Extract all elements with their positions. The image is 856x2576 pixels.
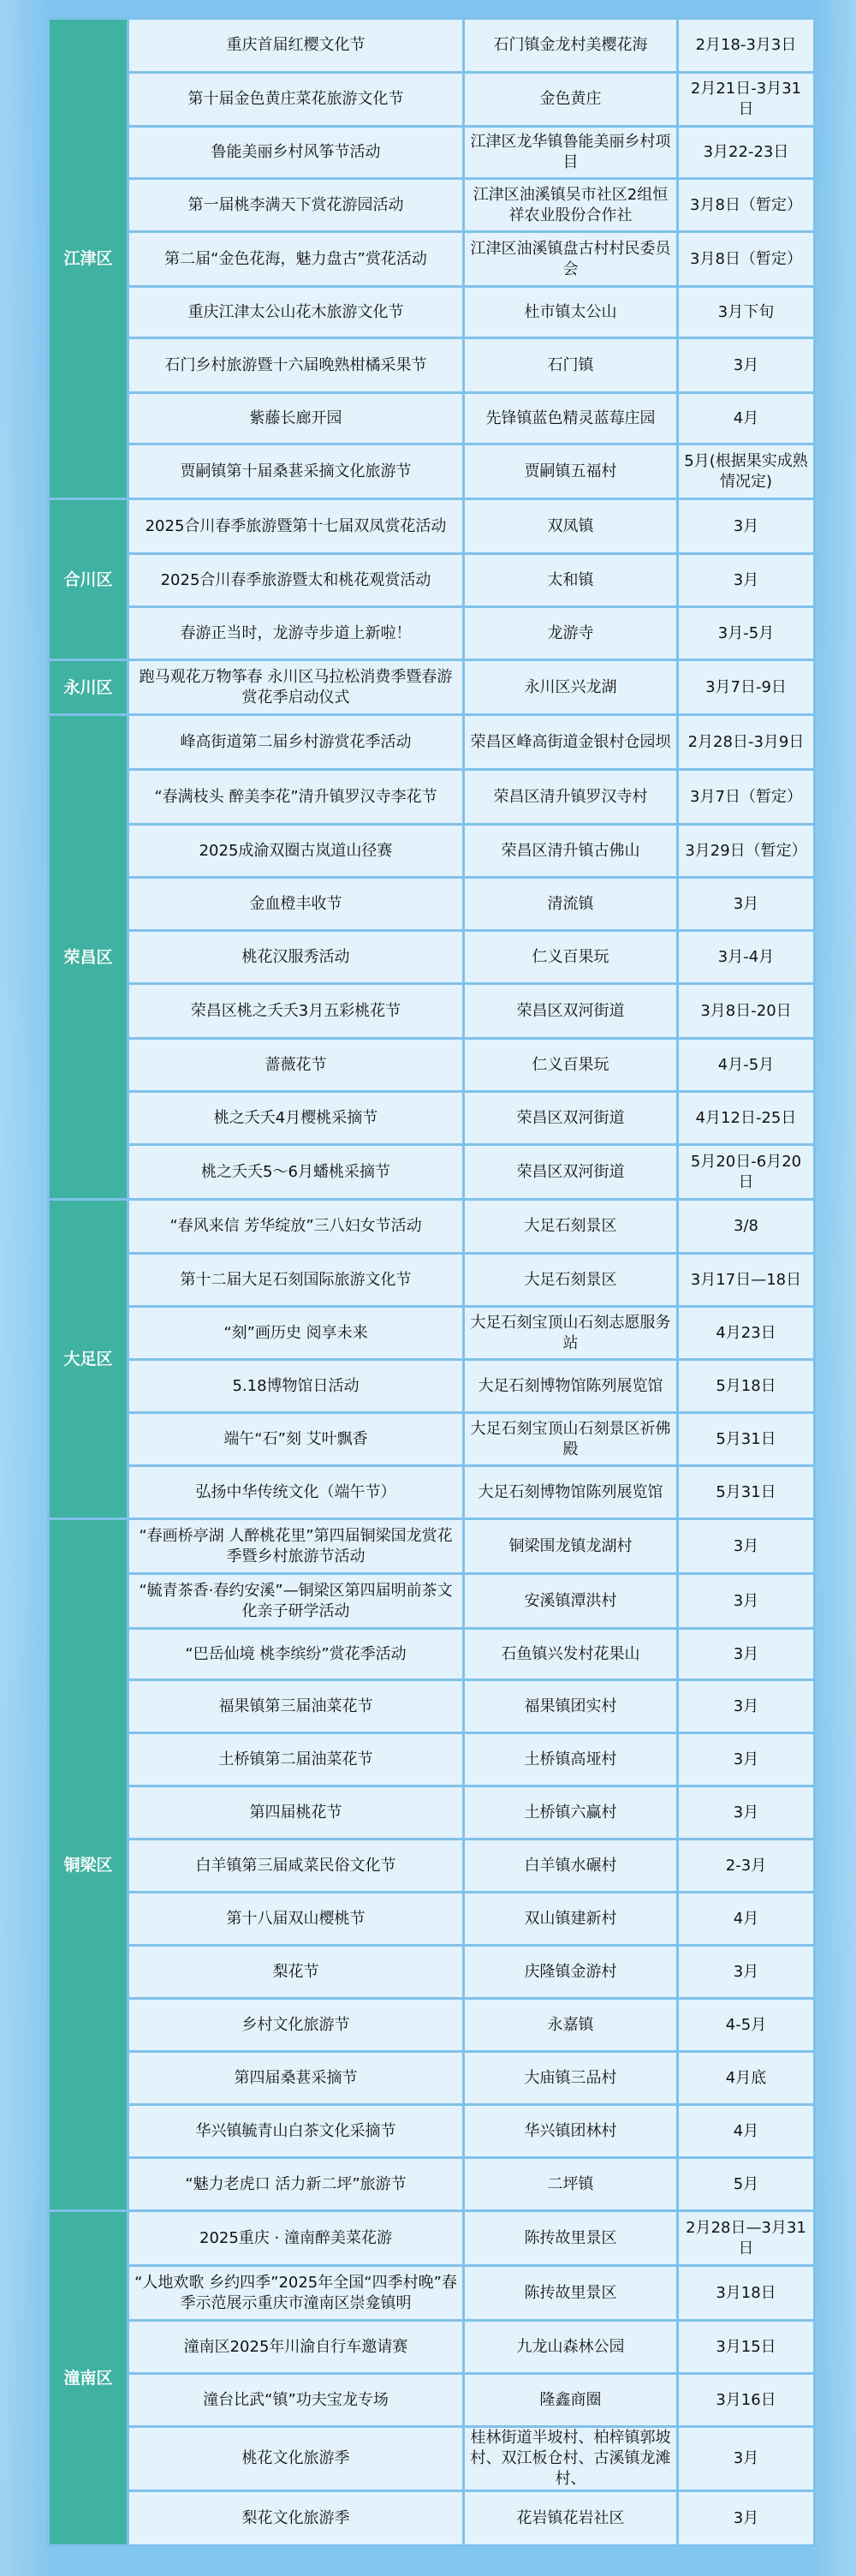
event-date-cell: 3月18日 <box>678 2266 815 2321</box>
event-place-cell: 大足石刻博物馆陈列展览馆 <box>464 1466 678 1519</box>
event-place-cell: 先锋镇蓝色精灵蓝莓庄园 <box>464 393 678 444</box>
event-date-cell: 4月 <box>678 1893 815 1946</box>
event-date-cell: 2月21日-3月31日 <box>678 73 815 127</box>
event-name-cell: 鲁能美丽乡村风筝节活动 <box>128 127 464 179</box>
event-name-cell: 荣昌区桃之夭夭3月五彩桃花节 <box>128 984 464 1039</box>
event-date-cell: 3月 <box>678 1680 815 1733</box>
event-date-cell: 4月 <box>678 2105 815 2158</box>
event-place-cell: 杜市镇太公山 <box>464 287 678 338</box>
event-place-cell: 大足石刻宝顶山石刻景区祈佛殿 <box>464 1413 678 1466</box>
event-date-cell: 5月20日-6月20日 <box>678 1145 815 1200</box>
event-date-cell: 3月17日—18日 <box>678 1254 815 1307</box>
event-date-cell: 3月 <box>678 1786 815 1840</box>
event-place-cell: 仁义百果玩 <box>464 931 678 984</box>
event-place-cell: 陈抟故里景区 <box>464 2211 678 2266</box>
event-place-cell: 双山镇建新村 <box>464 1893 678 1946</box>
event-name-cell: 第四届桑葚采摘节 <box>128 2052 464 2105</box>
event-place-cell: 庆隆镇金游村 <box>464 1946 678 1999</box>
table-row <box>49 1413 815 1466</box>
event-name-cell: 2025成渝双圈古岚道山径赛 <box>128 825 464 878</box>
event-name-cell: 福果镇第三届油菜花节 <box>128 1680 464 1733</box>
event-date-cell: 3月 <box>678 2491 815 2546</box>
table-row <box>49 2427 815 2491</box>
table-row <box>49 660 815 715</box>
event-date-cell: 5月31日 <box>678 1466 815 1519</box>
table-row <box>49 715 815 770</box>
table-row <box>49 2321 815 2374</box>
table-row <box>49 2105 815 2158</box>
event-date-cell: 3月 <box>678 499 815 554</box>
table-row <box>49 73 815 127</box>
event-date-cell: 3月 <box>678 554 815 607</box>
event-name-cell: 土桥镇第二届油菜花节 <box>128 1733 464 1786</box>
event-place-cell: 大足石刻宝顶山石刻志愿服务站 <box>464 1307 678 1360</box>
event-date-cell: 3月 <box>678 878 815 931</box>
table-row <box>49 1786 815 1840</box>
event-date-cell: 3月22-23日 <box>678 127 815 179</box>
event-name-cell: 桃花文化旅游季 <box>128 2427 464 2491</box>
event-name-cell: 潼台比武“镇”功夫宝龙专场 <box>128 2374 464 2427</box>
event-place-cell: 清流镇 <box>464 878 678 931</box>
event-place-cell: 大足石刻景区 <box>464 1254 678 1307</box>
event-date-cell: 4月23日 <box>678 1307 815 1360</box>
events-table <box>47 17 816 2547</box>
event-date-cell: 3月 <box>678 1629 815 1680</box>
event-name-cell: 第十八届双山樱桃节 <box>128 1893 464 1946</box>
event-name-cell: 2025重庆 · 潼南醉美菜花游 <box>128 2211 464 2266</box>
event-date-cell: 3/8 <box>678 1200 815 1254</box>
event-date-cell: 3月16日 <box>678 2374 815 2427</box>
event-date-cell: 4月底 <box>678 2052 815 2105</box>
event-name-cell: “魅力老虎口 活力新二坪”旅游节 <box>128 2158 464 2211</box>
table-row <box>49 984 815 1039</box>
event-date-cell: 5月18日 <box>678 1360 815 1413</box>
district-cell: 潼南区 <box>49 2211 128 2546</box>
event-place-cell: 荣昌区清升镇古佛山 <box>464 825 678 878</box>
table-row <box>49 1307 815 1360</box>
district-cell: 江津区 <box>49 19 128 499</box>
table-row <box>49 1200 815 1254</box>
table-row <box>49 1360 815 1413</box>
table-row <box>49 179 815 232</box>
table-row <box>49 444 815 499</box>
district-cell: 荣昌区 <box>49 715 128 1200</box>
table-row <box>49 931 815 984</box>
event-date-cell: 4月 <box>678 393 815 444</box>
table-row <box>49 1519 815 1574</box>
event-place-cell: 土桥镇六赢村 <box>464 1786 678 1840</box>
event-place-cell: 太和镇 <box>464 554 678 607</box>
table-row <box>49 232 815 287</box>
event-name-cell: 石门乡村旅游暨十六届晚熟柑橘采果节 <box>128 338 464 393</box>
event-date-cell: 3月8日-20日 <box>678 984 815 1039</box>
table-row <box>49 2491 815 2546</box>
event-date-cell: 5月(根据果实成熟情况定) <box>678 444 815 499</box>
event-date-cell: 3月下旬 <box>678 287 815 338</box>
left-decoration <box>0 0 51 2576</box>
event-name-cell: 第四届桃花节 <box>128 1786 464 1840</box>
event-date-cell: 2月28日—3月31日 <box>678 2211 815 2266</box>
event-name-cell: 2025合川春季旅游暨第十七届双凤赏花活动 <box>128 499 464 554</box>
event-name-cell: 金血橙丰收节 <box>128 878 464 931</box>
event-name-cell: 跑马观花万物筝春 永川区马拉松消费季暨春游赏花季启动仪式 <box>128 660 464 715</box>
table-row <box>49 499 815 554</box>
event-name-cell: 桃之夭夭4月樱桃采摘节 <box>128 1092 464 1145</box>
event-place-cell: 大庙镇三品村 <box>464 2052 678 2105</box>
event-date-cell: 3月 <box>678 1519 815 1574</box>
event-date-cell: 2-3月 <box>678 1840 815 1893</box>
event-name-cell: 第十届金色黄庄菜花旅游文化节 <box>128 73 464 127</box>
event-name-cell: 梨花节 <box>128 1946 464 1999</box>
district-cell: 合川区 <box>49 499 128 660</box>
event-place-cell: 江津区油溪镇吴市社区2组恒祥农业股份合作社 <box>464 179 678 232</box>
table-row <box>49 825 815 878</box>
event-date-cell: 3月8日（暂定） <box>678 179 815 232</box>
event-name-cell: “人地欢歌 乡约四季”2025年全国“四季村晚”春季示范展示重庆市潼南区崇龛镇明 <box>128 2266 464 2321</box>
event-place-cell: 仁义百果玩 <box>464 1039 678 1092</box>
event-place-cell: 贾嗣镇五福村 <box>464 444 678 499</box>
event-date-cell: 3月 <box>678 338 815 393</box>
event-name-cell: “巴岳仙境 桃李缤纷”赏花季活动 <box>128 1629 464 1680</box>
event-name-cell: 桃之夭夭5～6月蟠桃采摘节 <box>128 1145 464 1200</box>
table-row <box>49 1629 815 1680</box>
event-date-cell: 3月15日 <box>678 2321 815 2374</box>
event-place-cell: 石门镇金龙村美樱花海 <box>464 19 678 73</box>
event-name-cell: “刻”画历史 阅享未来 <box>128 1307 464 1360</box>
table-row <box>49 287 815 338</box>
event-date-cell: 4-5月 <box>678 1999 815 2052</box>
event-place-cell: 陈抟故里景区 <box>464 2266 678 2321</box>
event-place-cell: 隆鑫商圈 <box>464 2374 678 2427</box>
event-name-cell: 第二届“金色花海，魅力盘古”赏花活动 <box>128 232 464 287</box>
right-decoration <box>813 0 856 2576</box>
event-place-cell: 二坪镇 <box>464 2158 678 2211</box>
table-row <box>49 2052 815 2105</box>
event-date-cell: 2月28日-3月9日 <box>678 715 815 770</box>
table-row <box>49 19 815 73</box>
table-row <box>49 1840 815 1893</box>
table-row <box>49 1254 815 1307</box>
event-place-cell: 永嘉镇 <box>464 1999 678 2052</box>
event-name-cell: 春游正当时，龙游寺步道上新啦！ <box>128 607 464 660</box>
event-name-cell: 潼南区2025年川渝自行车邀请赛 <box>128 2321 464 2374</box>
table-row <box>49 878 815 931</box>
event-name-cell: 蔷薇花节 <box>128 1039 464 1092</box>
event-name-cell: 乡村文化旅游节 <box>128 1999 464 2052</box>
event-name-cell: 弘扬中华传统文化（端午节） <box>128 1466 464 1519</box>
district-cell: 铜梁区 <box>49 1519 128 2211</box>
event-name-cell: 贾嗣镇第十届桑葚采摘文化旅游节 <box>128 444 464 499</box>
event-name-cell: 桃花汉服秀活动 <box>128 931 464 984</box>
table-row <box>49 338 815 393</box>
event-date-cell: 3月 <box>678 2427 815 2491</box>
table-row <box>49 1466 815 1519</box>
event-place-cell: 龙游寺 <box>464 607 678 660</box>
event-name-cell: “毓青茶香·春约安溪”—铜梁区第四届明前茶文化亲子研学活动 <box>128 1574 464 1629</box>
event-date-cell: 2月18-3月3日 <box>678 19 815 73</box>
event-name-cell: “春风来信 芳华绽放”三八妇女节活动 <box>128 1200 464 1254</box>
table-row <box>49 770 815 825</box>
event-place-cell: 大足石刻博物馆陈列展览馆 <box>464 1360 678 1413</box>
event-date-cell: 4月12日-25日 <box>678 1092 815 1145</box>
event-name-cell: “春画桥亭湖 人醉桃花里”第四届铜梁国龙赏花季暨乡村旅游节活动 <box>128 1519 464 1574</box>
table-row <box>49 127 815 179</box>
table-row <box>49 2211 815 2266</box>
table-row <box>49 1092 815 1145</box>
event-name-cell: 第十二届大足石刻国际旅游文化节 <box>128 1254 464 1307</box>
table-row <box>49 393 815 444</box>
district-cell: 大足区 <box>49 1200 128 1519</box>
table-row <box>49 2374 815 2427</box>
event-name-cell: 第一届桃李满天下赏花游园活动 <box>128 179 464 232</box>
event-name-cell: 5.18博物馆日活动 <box>128 1360 464 1413</box>
table-row <box>49 554 815 607</box>
event-place-cell: 福果镇团实村 <box>464 1680 678 1733</box>
table-row <box>49 1733 815 1786</box>
event-place-cell: 荣昌区峰高街道金银村仓园坝 <box>464 715 678 770</box>
event-date-cell: 3月29日（暂定） <box>678 825 815 878</box>
event-place-cell: 桂林街道半坡村、柏梓镇郭坡村、双江板仓村、古溪镇龙滩村、 <box>464 2427 678 2491</box>
event-date-cell: 3月 <box>678 1733 815 1786</box>
table-row <box>49 1893 815 1946</box>
event-place-cell: 石门镇 <box>464 338 678 393</box>
event-name-cell: “春满枝头 醉美李花”清升镇罗汉寺李花节 <box>128 770 464 825</box>
table-row <box>49 1039 815 1092</box>
event-date-cell: 3月-4月 <box>678 931 815 984</box>
event-date-cell: 3月7日（暂定） <box>678 770 815 825</box>
event-place-cell: 花岩镇花岩社区 <box>464 2491 678 2546</box>
event-date-cell: 3月 <box>678 1946 815 1999</box>
event-date-cell: 5月31日 <box>678 1413 815 1466</box>
event-place-cell: 永川区兴龙湖 <box>464 660 678 715</box>
event-place-cell: 江津区油溪镇盘古村村民委员会 <box>464 232 678 287</box>
event-date-cell: 3月8日（暂定） <box>678 232 815 287</box>
event-place-cell: 大足石刻景区 <box>464 1200 678 1254</box>
district-cell: 永川区 <box>49 660 128 715</box>
event-place-cell: 荣昌区清升镇罗汉寺村 <box>464 770 678 825</box>
event-place-cell: 双凤镇 <box>464 499 678 554</box>
event-name-cell: 梨花文化旅游季 <box>128 2491 464 2546</box>
event-place-cell: 荣昌区双河街道 <box>464 984 678 1039</box>
event-place-cell: 铜梁围龙镇龙湖村 <box>464 1519 678 1574</box>
table-row <box>49 1946 815 1999</box>
event-place-cell: 荣昌区双河街道 <box>464 1092 678 1145</box>
event-name-cell: 华兴镇毓青山白茶文化采摘节 <box>128 2105 464 2158</box>
event-name-cell: 端午“石”刻 艾叶飘香 <box>128 1413 464 1466</box>
event-name-cell: 重庆首届红樱文化节 <box>128 19 464 73</box>
event-name-cell: 2025合川春季旅游暨太和桃花观赏活动 <box>128 554 464 607</box>
event-place-cell: 石鱼镇兴发村花果山 <box>464 1629 678 1680</box>
event-name-cell: 白羊镇第三届咸菜民俗文化节 <box>128 1840 464 1893</box>
event-date-cell: 5月 <box>678 2158 815 2211</box>
event-place-cell: 土桥镇高垭村 <box>464 1733 678 1786</box>
table-row <box>49 607 815 660</box>
table-row <box>49 1999 815 2052</box>
event-name-cell: 紫藤长廊开园 <box>128 393 464 444</box>
table-row <box>49 2158 815 2211</box>
table-row <box>49 1574 815 1629</box>
event-name-cell: 峰高街道第二届乡村游赏花季活动 <box>128 715 464 770</box>
event-place-cell: 荣昌区双河街道 <box>464 1145 678 1200</box>
event-place-cell: 安溪镇潭洪村 <box>464 1574 678 1629</box>
event-name-cell: 重庆江津太公山花木旅游文化节 <box>128 287 464 338</box>
event-place-cell: 白羊镇水碾村 <box>464 1840 678 1893</box>
event-place-cell: 九龙山森林公园 <box>464 2321 678 2374</box>
table-row <box>49 2266 815 2321</box>
events-table-body <box>49 19 815 2546</box>
event-date-cell: 4月-5月 <box>678 1039 815 1092</box>
event-place-cell: 金色黄庄 <box>464 73 678 127</box>
table-row <box>49 1680 815 1733</box>
table-row <box>49 1145 815 1200</box>
event-date-cell: 3月-5月 <box>678 607 815 660</box>
event-place-cell: 华兴镇团林村 <box>464 2105 678 2158</box>
event-place-cell: 江津区龙华镇鲁能美丽乡村项目 <box>464 127 678 179</box>
event-date-cell: 3月 <box>678 1574 815 1629</box>
event-date-cell: 3月7日-9日 <box>678 660 815 715</box>
